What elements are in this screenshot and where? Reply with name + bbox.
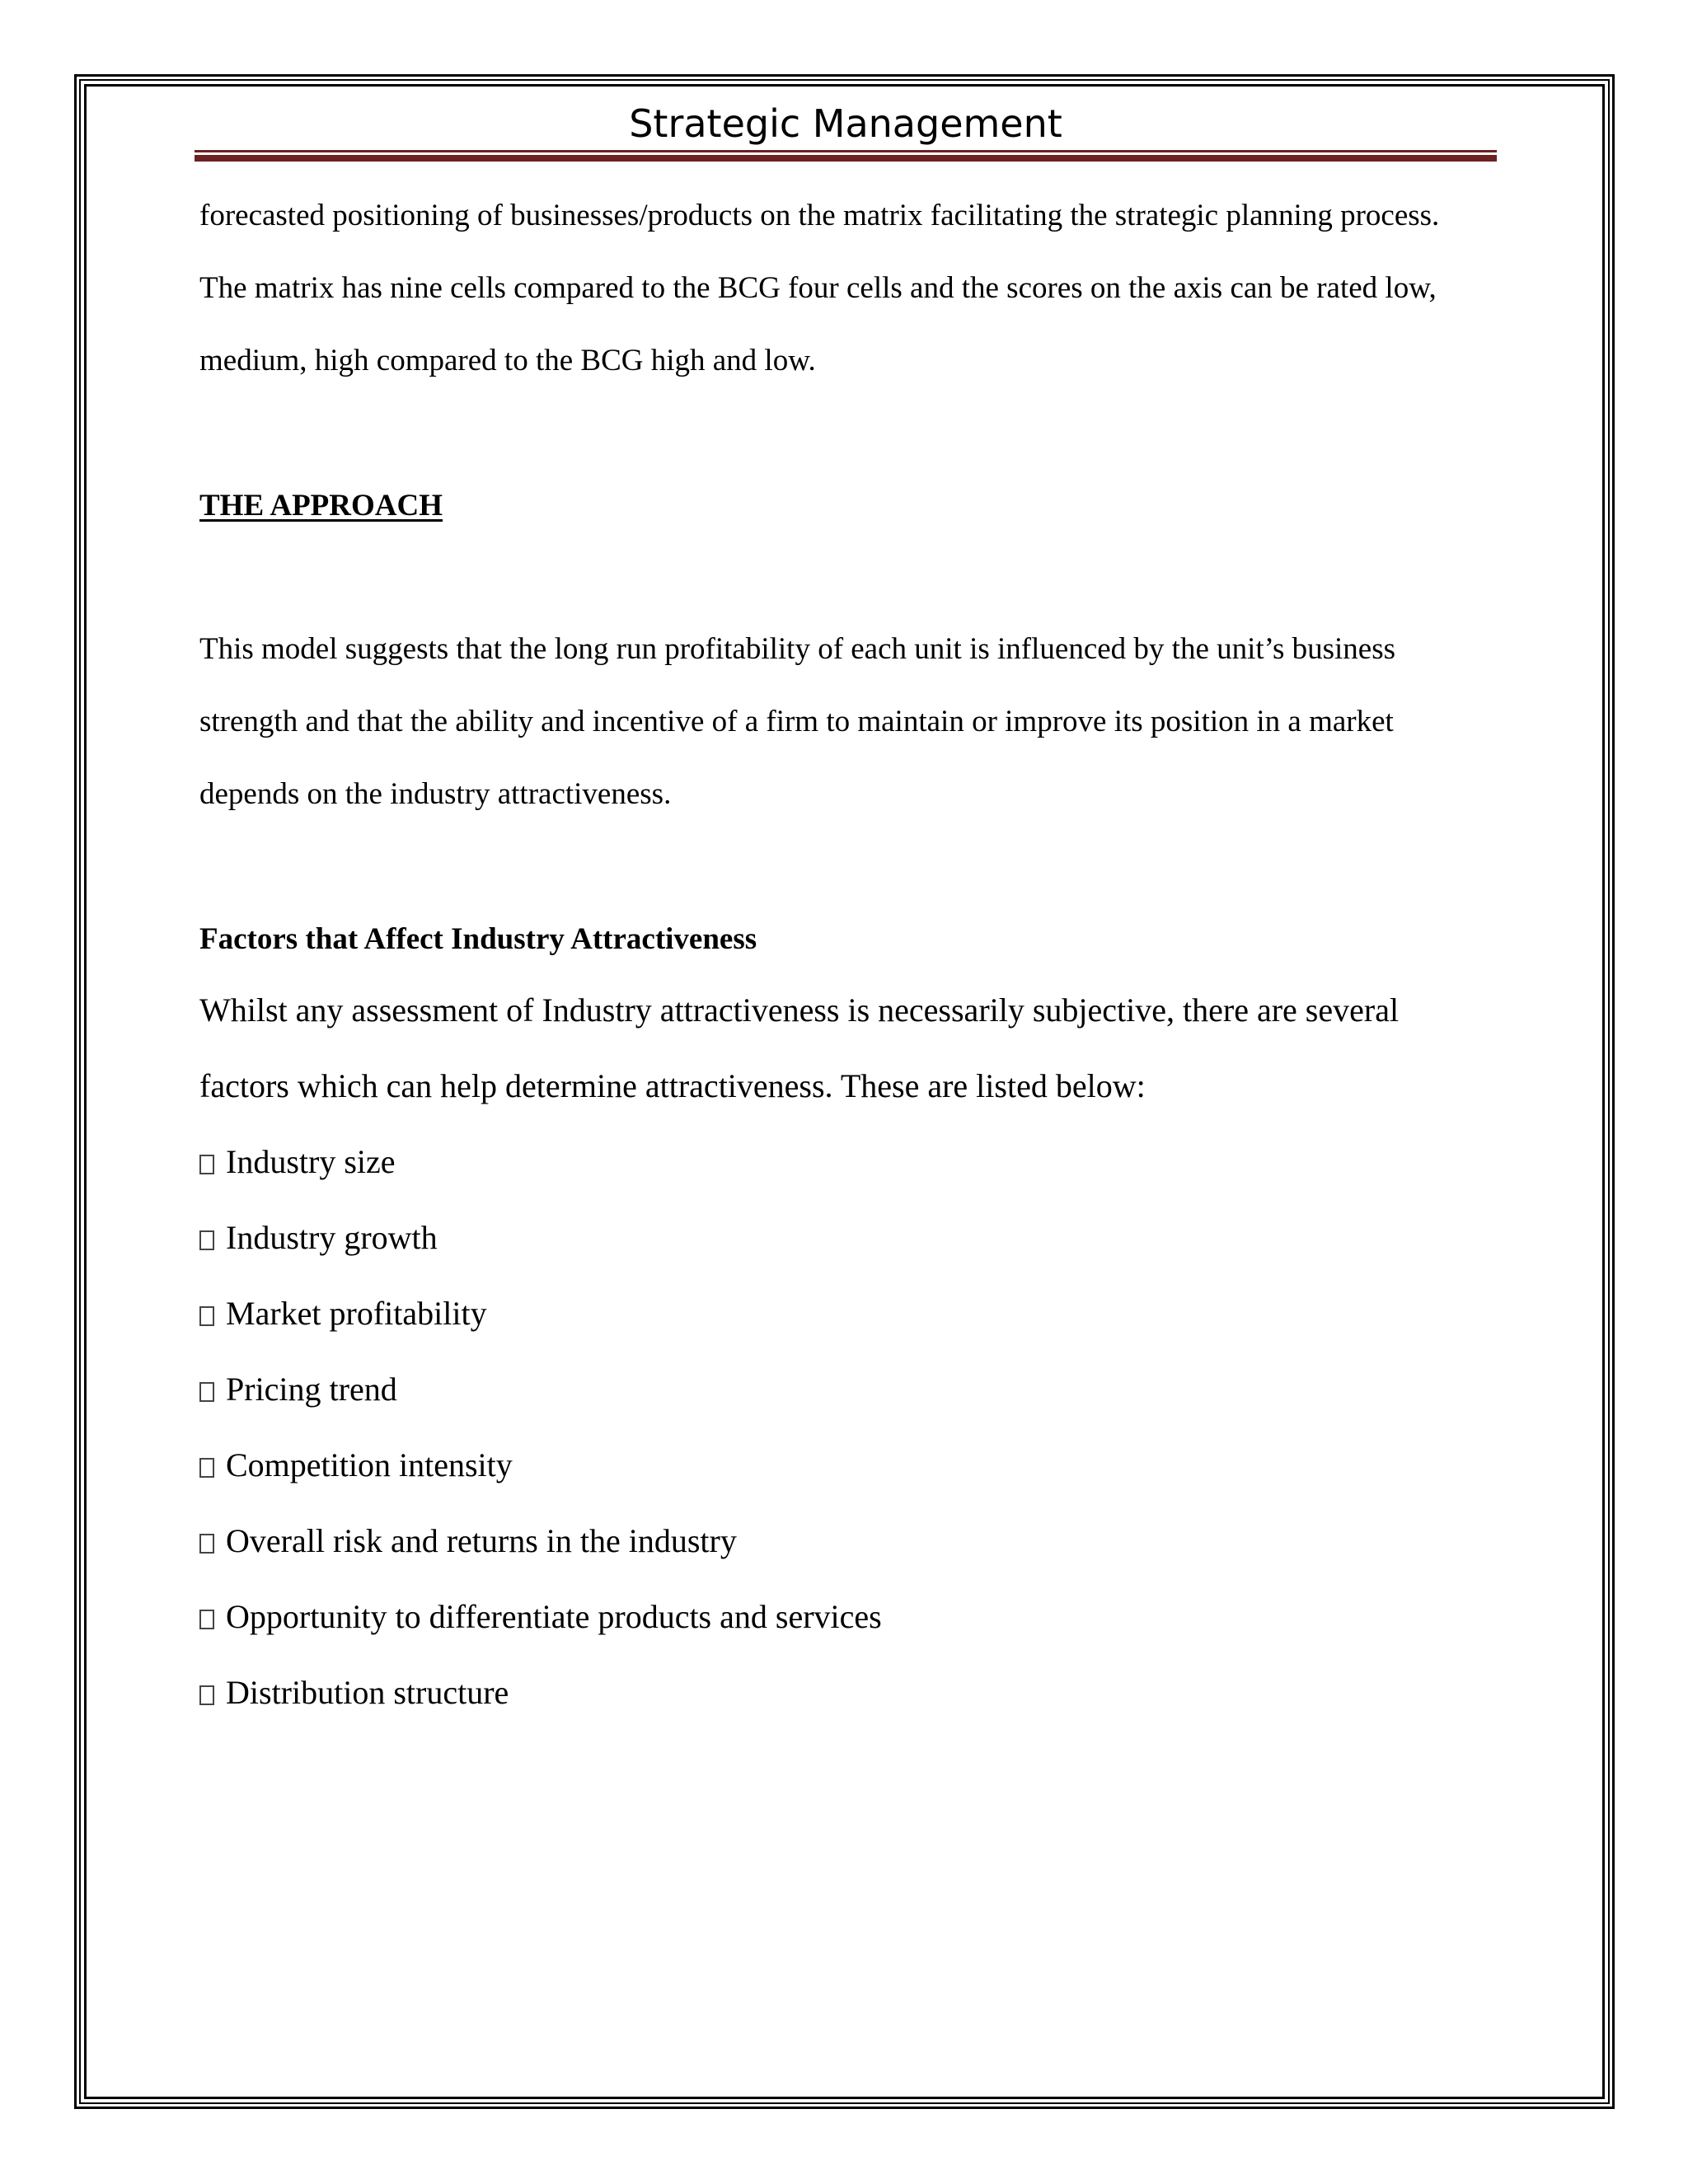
missing-glyph-box-icon bbox=[199, 1306, 214, 1326]
missing-glyph-box-icon bbox=[199, 1458, 214, 1478]
missing-glyph-box-icon bbox=[199, 1230, 214, 1250]
list-item-label: Distribution structure bbox=[226, 1674, 509, 1711]
paragraph-line: forecasted positioning of businesses/products on the matrix facilitating the strategic planning process. bbox=[199, 199, 1440, 232]
paragraph-line: The matrix has nine cells compared to the BCG four cells and the scores on the axis can be rated low, bbox=[199, 271, 1437, 305]
missing-glyph-box-icon bbox=[199, 1534, 214, 1554]
list-item bbox=[199, 1675, 509, 1711]
paragraph-line: depends on the industry attractiveness. bbox=[199, 777, 672, 811]
missing-glyph-box-icon bbox=[199, 1685, 214, 1705]
paragraph-line: strength and that the ability and incentive of a firm to maintain or improve its position in a market bbox=[199, 705, 1394, 738]
missing-glyph-box-icon bbox=[199, 1610, 214, 1629]
list-item-label: Industry growth bbox=[226, 1219, 438, 1256]
paragraph-line: This model suggests that the long run profitability of each unit is influenced by the unit’s business bbox=[199, 632, 1396, 666]
list-item-label: Pricing trend bbox=[226, 1371, 397, 1408]
section-heading-approach: THE APPROACH bbox=[199, 489, 443, 523]
list-item bbox=[199, 1599, 882, 1635]
list-item bbox=[199, 1144, 396, 1180]
page-header-title: Strategic Management bbox=[629, 101, 1062, 146]
missing-glyph-box-icon bbox=[199, 1382, 214, 1402]
list-item-label: Market profitability bbox=[226, 1295, 487, 1332]
list-item bbox=[199, 1296, 487, 1332]
list-item bbox=[199, 1447, 513, 1483]
paragraph-line: Whilst any assessment of Industry attractiveness is necessarily subjective, there are several bbox=[199, 991, 1400, 1029]
paragraph-line: medium, high compared to the BCG high and low. bbox=[199, 344, 816, 377]
list-item-label: Competition intensity bbox=[226, 1446, 513, 1483]
list-item bbox=[199, 1220, 438, 1256]
list-item-label: Opportunity to differentiate products and services bbox=[226, 1598, 882, 1635]
header-rule-thick bbox=[195, 155, 1497, 162]
list-item bbox=[199, 1523, 737, 1559]
paragraph-line: factors which can help determine attractiveness. These are listed below: bbox=[199, 1067, 1146, 1104]
missing-glyph-box-icon bbox=[199, 1155, 214, 1174]
list-item bbox=[199, 1371, 397, 1408]
list-item-label: Overall risk and returns in the industry bbox=[226, 1522, 737, 1559]
header-rule-thin bbox=[195, 150, 1497, 152]
list-item-label: Industry size bbox=[226, 1143, 396, 1180]
section-heading-factors: Factors that Affect Industry Attractiveness bbox=[199, 922, 757, 956]
